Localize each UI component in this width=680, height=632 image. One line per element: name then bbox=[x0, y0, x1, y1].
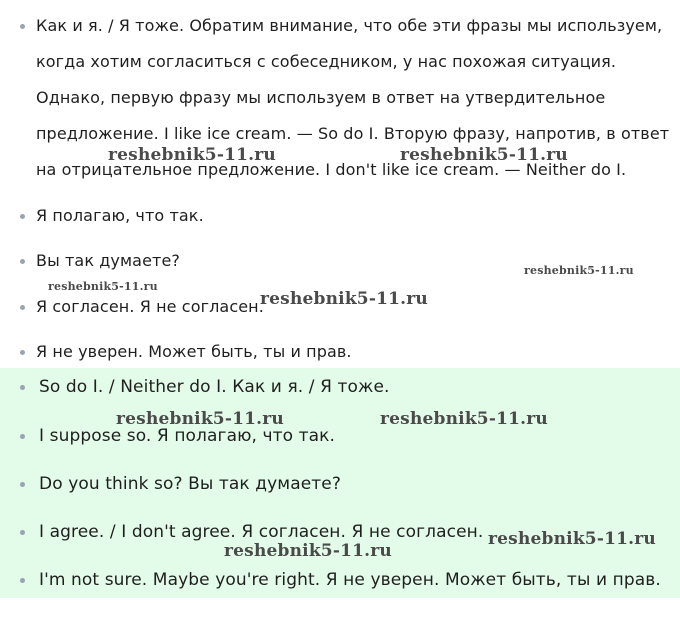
watermark: reshebnik5-11.ru bbox=[380, 409, 548, 429]
bullet-icon bbox=[20, 482, 25, 487]
bullet-icon bbox=[20, 259, 25, 264]
bullet-icon bbox=[20, 24, 25, 29]
bullet-icon bbox=[20, 350, 25, 355]
green-section bbox=[0, 368, 680, 598]
list-item-text: Вы так думаете? bbox=[36, 251, 180, 270]
list-item-text: Я полагаю, что так. bbox=[36, 206, 204, 225]
bullet-icon bbox=[20, 578, 25, 583]
list-item bbox=[20, 469, 670, 499]
watermark: reshebnik5-11.ru bbox=[224, 541, 392, 561]
list-item-text: I suppose so. Я полагаю, что так. bbox=[39, 426, 336, 446]
bullet-icon bbox=[20, 530, 25, 535]
bullet-icon bbox=[20, 385, 25, 390]
list-item-text: I'm not sure. Maybe you're right. Я не уверен. Может быть, ты и прав. bbox=[39, 570, 661, 590]
bullet-icon bbox=[20, 214, 25, 219]
watermark: reshebnik5-11.ru bbox=[488, 529, 656, 549]
list-item-text: I agree. / I don't agree. Я согласен. Я не согласен. bbox=[39, 522, 484, 542]
list-item bbox=[20, 372, 670, 402]
watermark: reshebnik5-11.ru bbox=[108, 145, 276, 165]
list-item-text: Как и я. / Я тоже. Обратим внимание, что обе эти фразы мы используем, когда хотим согласиться с собеседником, у нас похожая ситуация. Однако, первую фразу мы используем в ответ на утвердительное предложение. I like ice cream. — So do I. Вторую фразу, напротив, в ответ на отрицательное предложение. I don't like ice cream. — Neither do I. bbox=[36, 16, 670, 179]
list-item bbox=[20, 334, 670, 370]
watermark: reshebnik5-11.ru bbox=[116, 409, 284, 429]
list-item bbox=[20, 198, 670, 234]
bullet-icon bbox=[20, 305, 25, 310]
list-item-text: So do I. / Neither do I. Как и я. / Я тоже. bbox=[39, 377, 390, 397]
list-item-text: Я согласен. Я не согласен. bbox=[36, 297, 264, 316]
watermark: reshebnik5-11.ru bbox=[260, 289, 428, 309]
watermark: reshebnik5-11.ru bbox=[400, 145, 568, 165]
list-item-text: Я не уверен. Может быть, ты и прав. bbox=[36, 342, 352, 361]
bullet-icon bbox=[20, 434, 25, 439]
list-item-text: Do you think so? Вы так думаете? bbox=[39, 474, 341, 494]
watermark: reshebnik5-11.ru bbox=[524, 264, 634, 277]
watermark: reshebnik5-11.ru bbox=[48, 280, 158, 293]
list-item bbox=[20, 565, 670, 595]
